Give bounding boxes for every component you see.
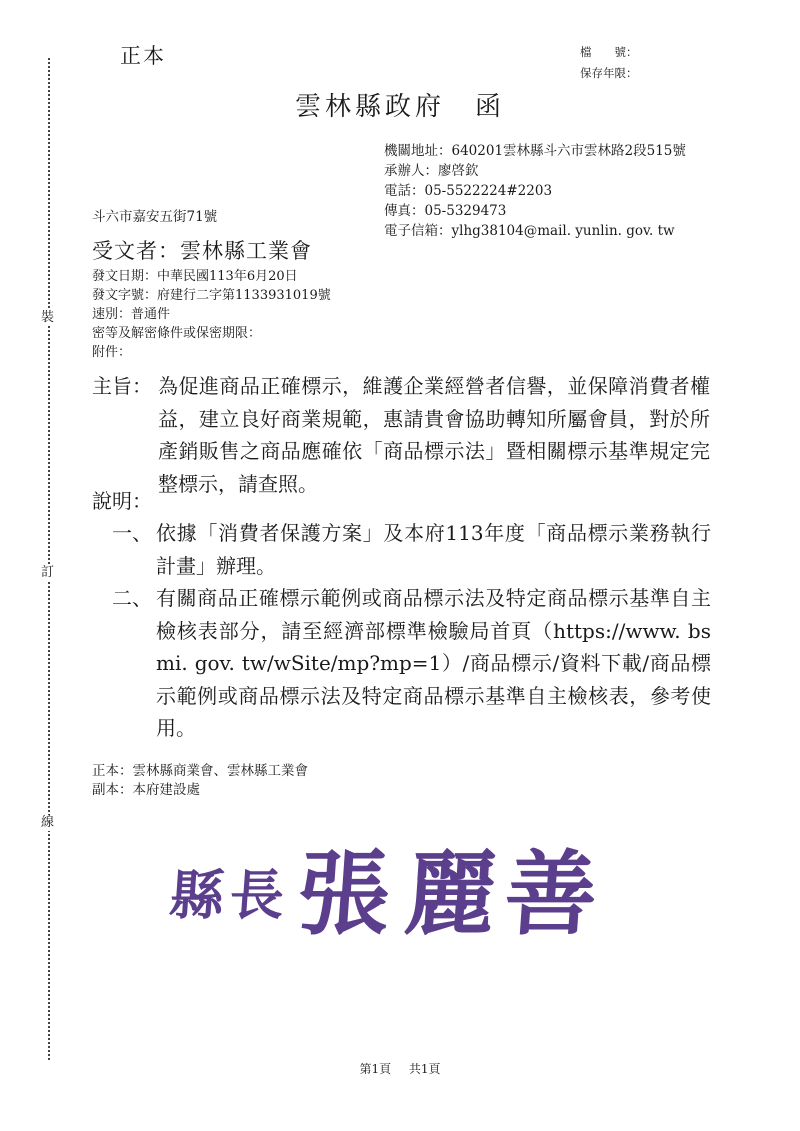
explanation-label: 說明： xyxy=(92,489,152,513)
signature-name-char: 善 xyxy=(501,840,601,948)
page-number: 第1頁 共1頁 xyxy=(359,1062,441,1076)
file-meta xyxy=(580,42,638,84)
handler: 承辦人：廖啓欽 xyxy=(384,163,479,179)
phone: 電話：05-5522224#2203 xyxy=(384,183,553,199)
issue-date: 發文日期：中華民國113年6月20日 xyxy=(92,269,298,284)
document-info xyxy=(92,267,331,362)
document-title: 雲林縣政府 函 xyxy=(294,92,505,122)
recipient-address: 斗六市嘉安五街71號 xyxy=(92,209,218,225)
secrecy-class: 密等及解密條件或保密期限： xyxy=(92,326,262,341)
signature-name-char: 麗 xyxy=(401,840,501,948)
subject-label: 主旨： xyxy=(92,374,152,398)
item-number: 一、 xyxy=(112,521,152,545)
binding-mark-ding: 訂 xyxy=(41,565,55,580)
fax: 傳真：05-5329473 xyxy=(384,203,507,219)
item-text: 依據「消費者保護方案」及本府113年度「商品標示業務執行計畫」辦理。 xyxy=(156,521,711,578)
item-number: 二、 xyxy=(112,586,152,610)
item-text: 有關商品正確標示範例或商品標示法及特定商品標示基準自主檢核表部分，請至經濟部標準檢驗局首頁（https://www. bsmi. gov. tw/wSite/mp?mp=1）/商品標示/資料下載/商品標示範例或商品標示法及特定商品標示基準自主檢核表，參考使用。 xyxy=(156,586,711,740)
copy-mark: 正本 xyxy=(120,44,166,68)
email: 電子信箱：ylhg38104@mail. yunlin. gov. tw xyxy=(384,223,675,239)
original-recipients: 正本：雲林縣商業會、雲林縣工業會 xyxy=(92,763,308,779)
agency-address: 機關地址：640201雲林縣斗六市雲林路2段515號 xyxy=(384,143,686,159)
subject-text: 為促進商品正確標示，維護企業經營者信譽，並保障消費者權益，建立良好商業規範，惠請貴會協助轉知所屬會員，對於所產銷販售之商品應確依「商品標示法」暨相關標示基準規定完整標示，請查照。 xyxy=(158,374,710,496)
recipient: 受文者：雲林縣工業會 xyxy=(92,239,312,263)
file-number-label: 檔 號： xyxy=(580,45,638,59)
copy-recipients: 副本：本府建設處 xyxy=(92,782,200,798)
binding-mark-xian: 線 xyxy=(41,815,55,830)
binding-line xyxy=(48,58,50,1060)
signature-name-char: 張 xyxy=(294,840,394,948)
attachment: 附件： xyxy=(92,345,132,360)
document-number: 發文字號：府建行二字第1133931019號 xyxy=(92,288,331,303)
signature-title: 縣長 xyxy=(167,863,293,927)
speed-class: 速別：普通件 xyxy=(92,307,171,322)
binding-mark-zhuang: 裝 xyxy=(41,310,55,325)
retention-label: 保存年限： xyxy=(580,66,638,80)
contact-block xyxy=(384,141,686,241)
distribution-block xyxy=(92,762,308,800)
